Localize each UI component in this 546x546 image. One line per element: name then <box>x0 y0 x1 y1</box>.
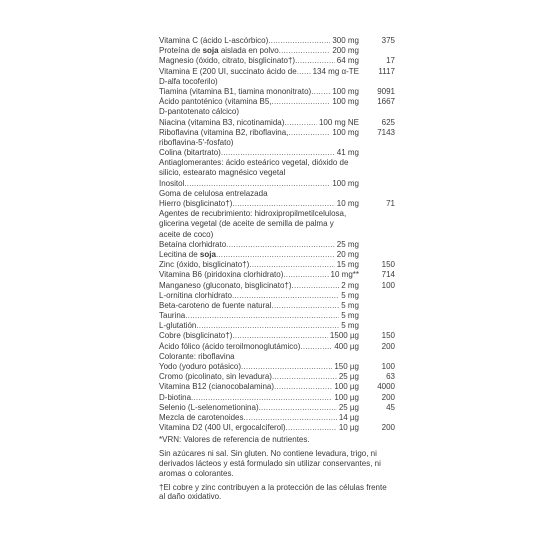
ingredient-row <box>159 240 395 250</box>
ingredient-row <box>159 301 395 311</box>
ingredient-name: D-biotina ..... <box>159 393 332 403</box>
ingredient-rows <box>159 36 395 433</box>
ingredient-row <box>159 311 395 321</box>
ingredient-row <box>159 270 395 280</box>
ingredient-row <box>159 342 395 352</box>
ingredient-amount: 25 µg <box>338 402 359 412</box>
ingredient-name: Inositol ..... <box>159 179 330 189</box>
ingredient-amount: 134 mg α-TE <box>312 66 359 76</box>
ingredient-row <box>159 362 395 372</box>
ingredient-name: Manganeso (gluconato, bisglicinato†) ..... <box>159 281 339 291</box>
ingredient-name: Vitamina E (200 UI, succinato ácido de ..... <box>159 67 311 77</box>
continuation-line <box>159 219 395 229</box>
ingredient-amount: 1500 µg <box>329 331 359 341</box>
vrn-percent: 63 <box>386 372 395 382</box>
continuation-text: aceite de coco) <box>159 229 214 239</box>
vrn-percent: 1667 <box>377 97 395 107</box>
continuation-line <box>159 230 395 240</box>
ingredient-name: Cobre (bisglicinato†) ..... <box>159 331 328 341</box>
vrn-percent: 7143 <box>377 127 395 137</box>
ingredient-row <box>159 423 395 433</box>
ingredient-amount: 10 mg** <box>330 270 359 280</box>
ingredient-row <box>159 372 395 382</box>
ingredient-amount: 5 mg <box>341 311 359 321</box>
ingredient-name: Ácido fólico (ácido teroilmonoglutámico) ..... <box>159 342 332 352</box>
ingredient-row <box>159 393 395 403</box>
vrn-percent: 71 <box>386 199 395 208</box>
ingredient-name: Vitamina D2 (400 UI, ergocalciferol) ..... <box>159 423 337 433</box>
ingredient-amount: 64 mg <box>336 56 359 66</box>
continuation-line <box>159 77 395 87</box>
ingredient-amount: 300 mg <box>332 36 359 45</box>
ingredient-name: Hierro (bisglicinato†) ..... <box>159 199 335 209</box>
ingredient-name: Taurina ..... <box>159 311 339 321</box>
ingredient-amount: 10 mg <box>336 199 359 208</box>
continuation-text: Goma de celulosa entrelazada <box>159 188 268 198</box>
ingredient-name: Zinc (óxido, bisglicinato†) ..... <box>159 260 335 270</box>
ingredient-name: Vitamina B6 (piridoxina clorhidrato) ..... <box>159 270 329 280</box>
ingredient-name: Cromo (picolinato, sin levadura) ..... <box>159 372 337 382</box>
continuation-text: D-pantotenato cálcico) <box>159 107 240 117</box>
continuation-line <box>159 138 395 148</box>
ingredient-row <box>159 413 395 423</box>
ingredient-name: Ácido pantoténico (vitamina B5, ..... <box>159 97 330 107</box>
ingredient-amount: 2 mg <box>341 280 359 290</box>
ingredient-row <box>159 179 395 189</box>
ingredient-row <box>159 250 395 260</box>
ingredient-amount: 150 µg <box>334 362 359 371</box>
ingredient-name: Niacina (vitamina B3, nicotinamida) ..... <box>159 118 317 128</box>
ingredient-row <box>159 321 395 331</box>
ingredient-row <box>159 148 395 158</box>
ingredient-name: Tiamina (vitamina B1, tiamina mononitrato) ..... <box>159 87 330 97</box>
vrn-percent: 45 <box>386 402 395 412</box>
ingredient-amount: 100 mg NE <box>318 117 359 127</box>
vrn-percent: 1117 <box>378 66 395 76</box>
ingredient-name: Lecitina de soja ..... <box>159 250 335 260</box>
vrn-percent: 17 <box>386 56 395 66</box>
free-from-note: Sin azúcares ni sal. Sin gluten. No contiene levadura, trigo, ni derivados lácteos y está formulado sin utilizar conservantes, ni aromas o colorantes. <box>159 449 381 478</box>
continuation-line <box>159 168 395 178</box>
continuation-line <box>159 352 395 362</box>
ingredient-row <box>159 97 395 107</box>
ingredient-name: L-ornitina clorhidrato ..... <box>159 291 339 301</box>
ingredient-amount: 25 mg <box>336 239 359 249</box>
vrn-percent: 200 <box>381 423 395 433</box>
ingredient-name: Vitamina B12 (cianocobalamina) ..... <box>159 382 332 392</box>
vrn-percent: 9091 <box>377 86 395 96</box>
ingredient-amount: 100 µg <box>334 382 359 392</box>
vrn-percent: 4000 <box>377 382 395 392</box>
ingredient-row <box>159 199 395 209</box>
continuation-text: glicerina vegetal (de aceite de semilla de palma y <box>159 219 334 229</box>
continuation-text: riboflavina-5'-fosfato) <box>159 137 234 147</box>
vrn-percent: 150 <box>381 260 395 270</box>
vrn-percent: 375 <box>381 36 395 45</box>
copper-zinc-note: †El cobre y zinc contribuyen a la protección de las células frente al daño oxidativo. <box>159 482 387 502</box>
vrn-note: *VRN: Valores de referencia de nutrientes. <box>159 435 310 445</box>
ingredient-amount: 100 mg <box>332 178 359 188</box>
ingredient-name: Beta-caroteno de fuente natural ..... <box>159 301 339 311</box>
continuation-text: silicio, estearato magnésico vegetal <box>159 168 286 178</box>
ingredient-row <box>159 56 395 66</box>
ingredient-name: Vitamina C (ácido L-ascórbico) ..... <box>159 36 330 46</box>
ingredient-row <box>159 46 395 56</box>
ingredient-amount: 100 mg <box>332 86 359 96</box>
ingredient-row <box>159 87 395 97</box>
ingredient-amount: 15 mg <box>336 260 359 270</box>
vrn-percent: 200 <box>381 341 395 351</box>
ingredient-amount: 200 mg <box>332 46 359 56</box>
ingredient-amount: 20 mg <box>336 249 359 259</box>
ingredient-amount: 5 mg <box>341 290 359 300</box>
ingredient-name: Mezcla de carotenoides ..... <box>159 413 337 423</box>
ingredient-name: Selenio (L-selenometionina) ..... <box>159 403 337 413</box>
ingredient-amount: 100 µg <box>334 392 359 402</box>
ingredient-name: Proteína de soja aislada en polvo ..... <box>159 46 330 56</box>
ingredient-amount: 100 mg <box>332 127 359 137</box>
continuation-text: Agentes de recubrimiento: hidroxipropilmetilcelulosa, <box>159 209 347 219</box>
ingredient-name: Yodo (yoduro potásico) ..... <box>159 362 332 372</box>
ingredient-amount: 100 mg <box>332 97 359 107</box>
ingredient-row <box>159 128 395 138</box>
ingredient-row <box>159 291 395 301</box>
ingredient-row <box>159 260 395 270</box>
ingredient-name: Riboflavina (vitamina B2, riboflavina, ..... <box>159 128 330 138</box>
vrn-percent: 714 <box>381 270 395 280</box>
ingredient-amount: 41 mg <box>336 148 359 158</box>
continuation-text: Colorante: riboflavina <box>159 351 235 361</box>
ingredient-name: Betaína clorhidrato ..... <box>159 240 335 250</box>
ingredient-row <box>159 331 395 341</box>
continuation-line <box>159 189 395 199</box>
vrn-percent: 100 <box>381 280 395 290</box>
ingredient-amount: 5 mg <box>341 321 359 331</box>
ingredient-row <box>159 403 395 413</box>
ingredient-amount: 5 mg <box>341 300 359 310</box>
ingredient-row <box>159 67 395 77</box>
ingredient-row <box>159 281 395 291</box>
vrn-percent: 200 <box>381 392 395 402</box>
ingredient-name: Colina (bitartrato) ..... <box>159 148 335 158</box>
continuation-line <box>159 209 395 219</box>
ingredient-amount: 25 µg <box>338 372 359 382</box>
ingredient-amount: 14 µg <box>338 412 359 422</box>
ingredient-amount: 400 µg <box>334 341 359 351</box>
ingredient-amount: 10 µg <box>338 423 359 433</box>
continuation-text: D-alfa tocoferilo) <box>159 76 218 86</box>
continuation-line <box>159 107 395 117</box>
vrn-percent: 625 <box>381 117 395 127</box>
continuation-line <box>159 158 395 168</box>
nutrition-table <box>159 36 395 502</box>
ingredient-name: L-glutatión ..... <box>159 321 339 331</box>
ingredient-name: Magnesio (óxido, citrato, bisglicinato†) ..... <box>159 56 335 66</box>
ingredient-row <box>159 118 395 128</box>
ingredient-row <box>159 36 395 46</box>
ingredient-row <box>159 382 395 392</box>
vrn-percent: 100 <box>381 362 395 371</box>
vrn-percent: 150 <box>381 331 395 341</box>
continuation-text: Antiaglomerantes: ácido esteárico vegetal, dióxido de <box>159 158 349 168</box>
